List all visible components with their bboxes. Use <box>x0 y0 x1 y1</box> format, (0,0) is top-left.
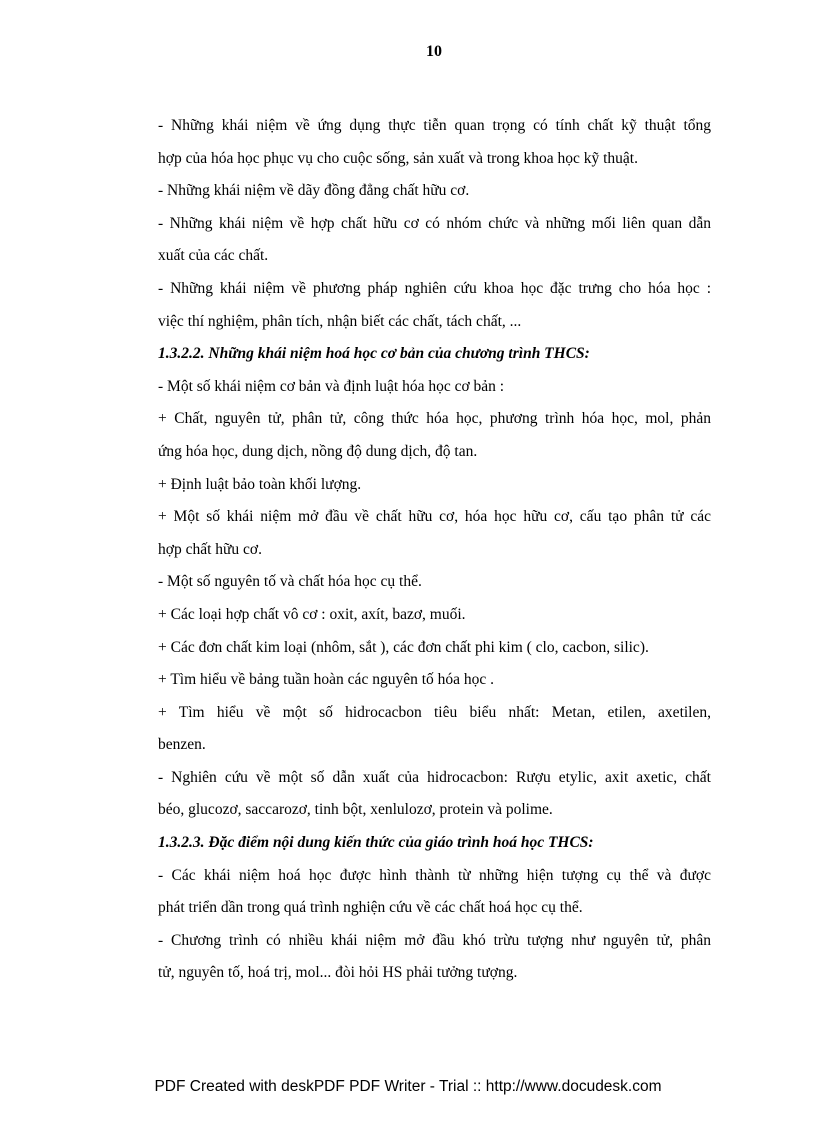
body-line: + Một số khái niệm mở đầu về chất hữu cơ, hóa học hữu cơ, cấu tạo phân tử các <box>158 508 711 526</box>
body-line: - Chương trình có nhiều khái niệm mở đầu khó trừu tượng như nguyên tử, phân <box>158 931 711 949</box>
body-line: hợp chất hữu cơ. <box>158 540 262 558</box>
body-line: + Tìm hiểu về một số hidrocacbon tiêu biểu nhất: Metan, etilen, axetilen, <box>158 703 711 721</box>
body-line: hợp của hóa học phục vụ cho cuộc sống, sản xuất và trong khoa học kỹ thuật. <box>158 149 638 167</box>
body-line: + Tìm hiểu về bảng tuần hoàn các nguyên tố hóa học . <box>158 671 495 689</box>
document-body <box>158 113 711 993</box>
body-line: ứng hóa học, dung dịch, nồng độ dung dịch, độ tan. <box>158 442 478 460</box>
body-line: + Các đơn chất kim loại (nhôm, sắt ), các đơn chất phi kim ( clo, cacbon, silic). <box>158 638 649 656</box>
body-line: - Một số khái niệm cơ bản và định luật hóa học cơ bản : <box>158 377 505 395</box>
body-line: - Các khái niệm hoá học được hình thành từ những hiện tượng cụ thể và được <box>158 866 711 884</box>
body-line: - Những khái niệm về hợp chất hữu cơ có nhóm chức và những mối liên quan dẫn <box>158 214 711 232</box>
body-line: + Định luật bảo toàn khối lượng. <box>158 475 362 493</box>
body-line: - Những khái niệm về phương pháp nghiên cứu khoa học đặc trưng cho hóa học : <box>158 279 711 297</box>
body-line: - Nghiên cứu về một số dẫn xuất của hidrocacbon: Rượu etylic, axit axetic, chất <box>158 768 711 786</box>
body-line: béo, glucozơ, saccarozơ, tinh bột, xenlulozơ, protein và polime. <box>158 801 553 819</box>
body-line: - Một số nguyên tố và chất hóa học cụ thể. <box>158 573 422 591</box>
section-heading: 1.3.2.2. Những khái niệm hoá học cơ bản của chương trình THCS: <box>158 345 590 363</box>
body-line: + Chất, nguyên tử, phân tử, công thức hóa học, phương trình hóa học, mol, phản <box>158 410 711 428</box>
body-line: phát triển dần trong quá trình nghiện cứu về các chất hoá học cụ thể. <box>158 899 583 917</box>
body-line: + Các loại hợp chất vô cơ : oxit, axít, bazơ, muối. <box>158 605 466 623</box>
body-line: xuất của các chất. <box>158 247 269 265</box>
body-line: benzen. <box>158 736 206 754</box>
body-line: - Những khái niệm về ứng dụng thực tiễn quan trọng có tính chất kỹ thuật tổng <box>158 117 711 134</box>
page-number: 10 <box>426 43 442 60</box>
body-line: việc thí nghiệm, phân tích, nhận biết các chất, tách chất, ... <box>158 312 522 330</box>
body-line: tử, nguyên tố, hoá trị, mol... đòi hỏi HS phải tưởng tượng. <box>158 964 518 982</box>
body-line: - Những khái niệm về dãy đồng đẳng chất hữu cơ. <box>158 182 470 200</box>
section-heading: 1.3.2.3. Đặc điểm nội dung kiến thức của giáo trình hoá học THCS: <box>158 834 594 852</box>
pdf-creator-footer: PDF Created with deskPDF PDF Writer - Trial :: http://www.docudesk.com <box>154 1078 662 1095</box>
